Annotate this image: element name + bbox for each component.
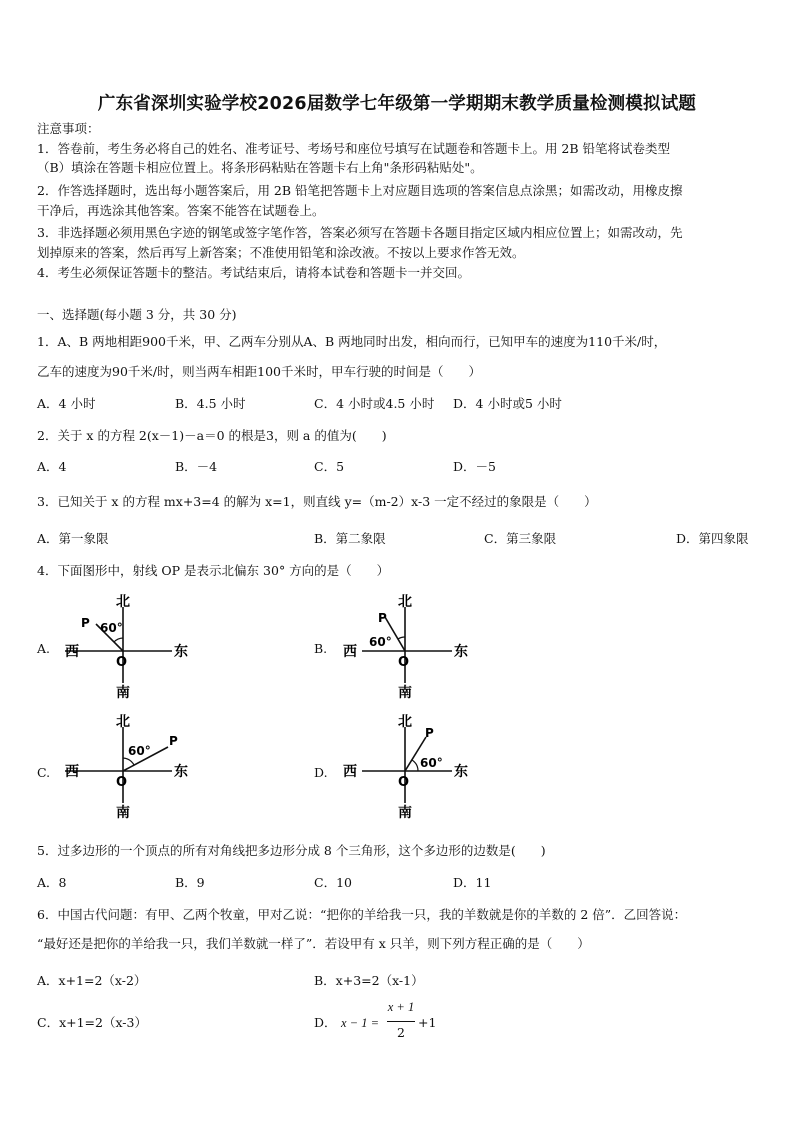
west-label: 西 xyxy=(343,644,357,660)
q3-option-c: C．第三象限 xyxy=(484,531,557,546)
notice-line-5: 3．非选择题必须用黑色字迹的钢笔或签字笔作答，答案必须写在答题卡各题目指定区域内相应位置上；如需改动，先 xyxy=(37,225,683,240)
origin-label: O xyxy=(116,655,128,670)
notice-line-1: 1．答卷前，考生务必将自己的姓名、准考证号、考场号和座位号填写在试题卷和答题卡上。用 2B 铅笔将试卷类型 xyxy=(37,141,671,156)
notice-heading: 注意事项： xyxy=(37,121,100,136)
south-label: 南 xyxy=(116,805,130,821)
section-heading: 一、选择题(每小题 3 分，共 30 分) xyxy=(37,307,237,322)
east-label: 东 xyxy=(174,764,188,780)
west-label: 西 xyxy=(65,764,79,780)
south-label: 南 xyxy=(398,685,412,701)
north-label: 北 xyxy=(398,594,412,610)
notice-line-3: 2．作答选择题时，选出每小题答案后，用 2B 铅笔把答题卡上对应题目选项的答案信息点涂黑；如需改动，用橡皮擦 xyxy=(37,183,683,198)
point-label: P xyxy=(425,726,434,740)
q4-option-c-letter: C. xyxy=(37,765,51,780)
south-label: 南 xyxy=(116,685,130,701)
q6-option-d-label: D． xyxy=(314,1015,337,1030)
q4-stem: 4．下面图形中，射线 OP 是表示北偏东 30° 方向的是（ ） xyxy=(37,563,390,578)
q6-stem-line-2: “最好还是把你的羊给我一只，我们羊数就一样了”．若设甲有 x 只羊，则下列方程正确的是（ ） xyxy=(37,936,590,951)
origin-label: O xyxy=(398,775,410,790)
south-label: 南 xyxy=(398,805,412,821)
origin-label: O xyxy=(398,655,410,670)
q3-stem: 3．已知关于 x 的方程 mx+3=4 的解为 x=1，则直线 y=（m-2）x-3 一定不经过的象限是（ ） xyxy=(37,494,597,509)
q3-option-b: B．第二象限 xyxy=(314,531,386,546)
q5-stem: 5．过多边形的一个顶点的所有对角线把多边形分成 8 个三角形，这个多边形的边数是( ) xyxy=(37,843,546,858)
fraction-bar xyxy=(387,1021,415,1022)
east-label: 东 xyxy=(454,644,468,660)
q5-option-c: C．10 xyxy=(314,875,352,890)
q6-option-d-denominator: 2 xyxy=(397,1025,405,1040)
q2-option-c: C．5 xyxy=(314,459,345,474)
q3-option-a: A．第一象限 xyxy=(37,531,109,546)
north-label: 北 xyxy=(398,714,412,730)
q4-option-b-letter: B. xyxy=(314,641,328,656)
origin-label: O xyxy=(116,775,128,790)
angle-label: 60° xyxy=(100,621,123,635)
q6-stem-line-1: 6．中国古代问题：有甲、乙两个牧童，甲对乙说：“把你的羊给我一只，我的羊数就是你的羊数的 2 倍”．乙回答说： xyxy=(37,907,687,922)
notice-line-2: （B）填涂在答题卡相应位置上。将条形码粘贴在答题卡右上角"条形码粘贴处"。 xyxy=(37,160,483,175)
q1-stem-line-2: 乙车的速度为90千米/时，则当两车相距100千米时，甲车行驶的时间是（ ） xyxy=(37,364,481,379)
q6-option-d-lhs: x − 1 = xyxy=(341,1016,380,1030)
q5-option-b: B．9 xyxy=(175,875,205,890)
west-label: 西 xyxy=(65,644,79,660)
q6-option-a: A．x+1=2（x-2） xyxy=(37,973,147,988)
page-title: 广东省深圳实验学校2026届数学七年级第一学期期末教学质量检测模拟试题 xyxy=(97,94,697,114)
north-label: 北 xyxy=(116,594,130,610)
q2-option-a: A．4 xyxy=(37,459,67,474)
q6-option-d-rhs: +1 xyxy=(418,1015,437,1030)
q6-option-c: C．x+1=2（x-3） xyxy=(37,1015,147,1030)
point-label: P xyxy=(378,611,387,625)
q3-option-d: D．第四象限 xyxy=(676,531,749,546)
q1-option-d: D．4 小时或5 小时 xyxy=(453,396,562,411)
q5-option-a: A．8 xyxy=(37,875,67,890)
q6-option-b: B．x+3=2（x-1） xyxy=(314,973,424,988)
q1-stem-line-1: 1．A、B 两地相距900千米，甲、乙两车分别从A、B 两地同时出发，相向而行，已知甲车的速度为110千米/时， xyxy=(37,334,667,349)
point-label: P xyxy=(81,616,90,630)
east-label: 东 xyxy=(174,644,188,660)
notice-line-7: 4．考生必须保证答题卡的整洁。考试结束后，请将本试卷和答题卡一并交回。 xyxy=(37,265,470,280)
q2-option-d: D．－5 xyxy=(453,459,496,474)
notice-line-6: 划掉原来的答案，然后再写上新答案；不准使用铅笔和涂改液。不按以上要求作答无效。 xyxy=(37,245,525,260)
q2-stem: 2．关于 x 的方程 2(x－1)－a＝0 的根是3，则 a 的值为( ) xyxy=(37,428,387,443)
angle-label: 60° xyxy=(420,756,443,770)
point-label: P xyxy=(169,734,178,748)
q4-figure-c xyxy=(60,715,200,825)
q4-option-d-letter: D. xyxy=(314,765,328,780)
q4-option-a-letter: A. xyxy=(37,641,51,656)
q6-option-d-numerator: x + 1 xyxy=(387,1000,415,1014)
angle-label: 60° xyxy=(369,635,392,649)
east-label: 东 xyxy=(454,764,468,780)
q4-figure-a xyxy=(60,595,200,705)
q1-option-c: C．4 小时或4.5 小时 xyxy=(314,396,435,411)
notice-line-4: 干净后，再选涂其他答案。答案不能答在试题卷上。 xyxy=(37,203,325,218)
q5-option-d: D．11 xyxy=(453,875,492,890)
west-label: 西 xyxy=(343,764,357,780)
q1-option-a: A．4 小时 xyxy=(37,396,96,411)
north-label: 北 xyxy=(116,714,130,730)
q1-option-b: B．4.5 小时 xyxy=(175,396,246,411)
q4-figure-d xyxy=(340,715,480,825)
q4-figure-b xyxy=(340,595,480,705)
q2-option-b: B．－4 xyxy=(175,459,218,474)
angle-label: 60° xyxy=(128,744,151,758)
